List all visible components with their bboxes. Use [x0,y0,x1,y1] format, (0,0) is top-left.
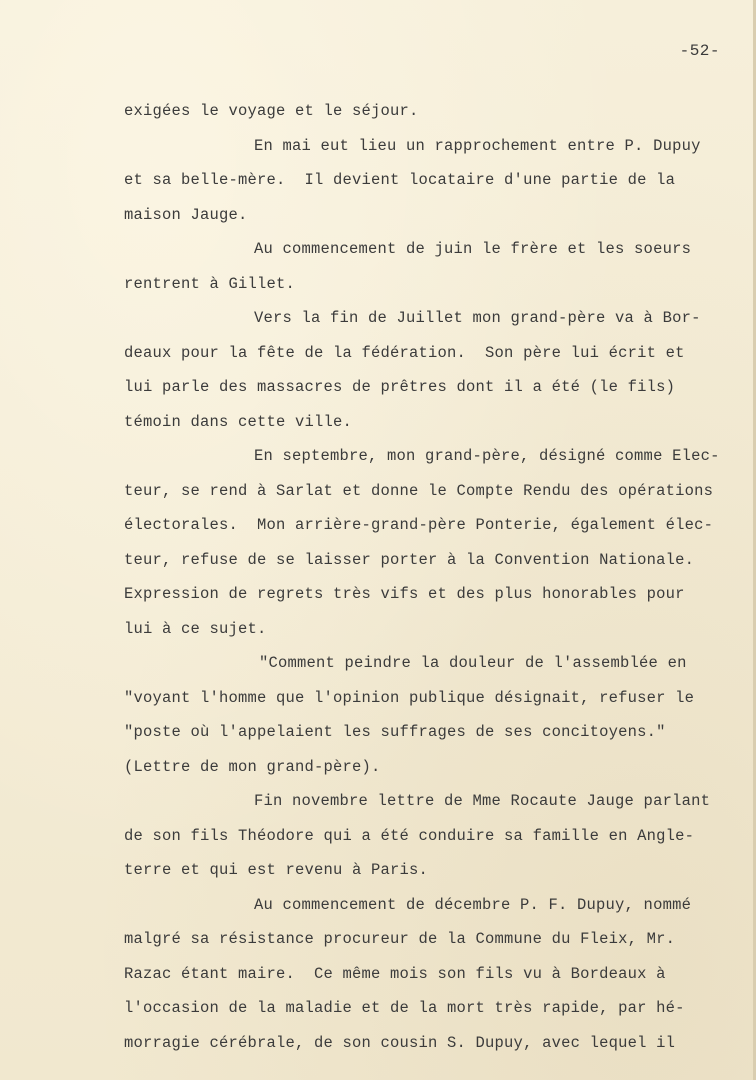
text-line: deaux pour la fête de la fédération. Son père lui écrit et [124,343,685,362]
text-line: malgré sa résistance procureur de la Commune du Fleix, Mr. [124,930,676,948]
text-line: Razac étant maire. Ce même mois son fils vu à Bordeaux à [124,964,666,983]
text-line: Expression de regrets très vifs et des plus honorables pour [124,585,685,603]
text-line: "Comment peindre la douleur de l'assemblée en [259,654,687,672]
text-line: maison Jauge. [124,205,248,224]
text-line: En septembre, mon grand-père, désigné comme Elec- [254,447,720,465]
text-line: lui à ce sujet. [124,619,267,638]
text-line: lui parle des massacres de prêtres dont il a été (le fils) [124,378,676,396]
text-line: témoin dans cette ville. [124,412,353,431]
text-line: "voyant l'homme que l'opinion publique désignait, refuser le [124,688,695,707]
text-line: l'occasion de la maladie et de la mort très rapide, par hé- [124,999,685,1017]
text-line: Au commencement de décembre P. F. Dupuy, nommé [254,895,692,914]
text-line: rentrent à Gillet. [124,274,296,293]
text-line: (Lettre de mon grand-père). [124,757,381,776]
text-line: "poste où l'appelaient les suffrages de ses concitoyens." [124,723,666,741]
text-line: Au commencement de juin le frère et les soeurs [254,240,692,258]
text-line: électorales. Mon arrière-grand-père Ponterie, également élec- [124,516,714,534]
text-line: Vers la fin de Juillet mon grand-père va à Bor- [254,309,701,327]
text-line: de son fils Théodore qui a été conduire sa famille en Angle- [124,826,695,845]
body-text [124,94,724,1060]
text-line: morragie cérébrale, de son cousin S. Dupuy, avec lequel il [124,1033,676,1052]
text-line: En mai eut lieu un rapprochement entre P. Dupuy [254,136,701,155]
text-line: teur, refuse de se laisser porter à la Convention Nationale. [124,550,695,569]
text-line: terre et qui est revenu à Paris. [124,861,429,879]
text-line: et sa belle-mère. Il devient locataire d'une partie de la [124,171,676,189]
text-line: Fin novembre lettre de Mme Rocaute Jauge parlant [254,792,711,810]
text-line: exigées le voyage et le séjour. [124,102,419,120]
text-line: teur, se rend à Sarlat et donne le Compte Rendu des opérations [124,481,714,500]
page-number: -52- [679,42,720,60]
